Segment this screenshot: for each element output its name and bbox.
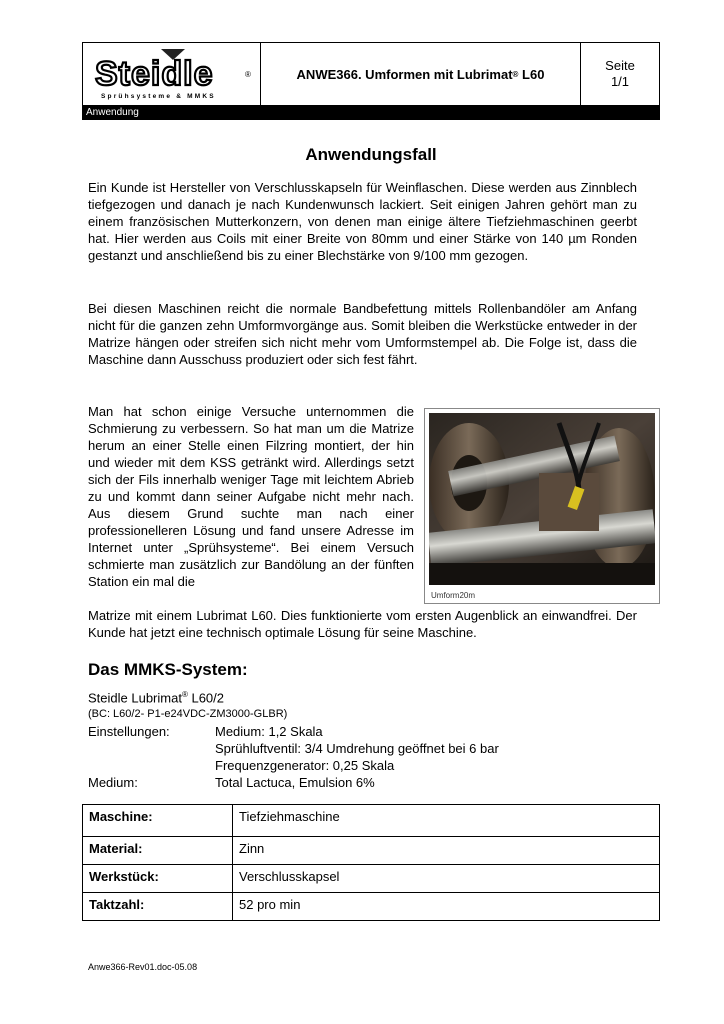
- medium-row: [88, 774, 499, 791]
- product-suffix: L60/2: [187, 690, 225, 706]
- product-line: [88, 686, 499, 706]
- system-title: Das MMKS-System:: [88, 660, 248, 679]
- logo-text: Steidle: [95, 55, 214, 93]
- product-registered: ®: [181, 690, 188, 699]
- photo-caption: Umform20m: [431, 591, 476, 600]
- paragraph-1: Ein Kunde ist Hersteller von Verschlusskapseln für Weinflaschen. Diese werden aus Zinnblech tiefgezogen und danach je nach Kundenwunsch lackiert. Seit einigen Jahren gehört man zu einem französischen Mutterkonzern, von denen man einige ältere Tiefziehmaschinen geerbt hat. Hier werden aus Coils mit einer Breite von 80mm und einer Stärke von 140 µm Ronden gestanzt und anschließend bis zu einer Blechstärke von 9/100 mm gezogen.: [88, 180, 637, 263]
- table-row: [83, 805, 660, 837]
- logo-subtext: Sprühsysteme & MMKS: [101, 93, 216, 100]
- spec-value: 52 pro min: [233, 893, 660, 921]
- setting-spray-valve: Sprühluftventil: 3/4 Umdrehung geöffnet bei 6 bar: [215, 741, 499, 757]
- spec-label: Material:: [83, 837, 233, 865]
- document-title: [261, 43, 581, 105]
- settings-label: Einstellungen:: [88, 724, 170, 740]
- table-row: [83, 837, 660, 865]
- paragraph-2: Bei diesen Maschinen reicht die normale Bandbefettung mittels Rollenbandöler am Anfang nicht für die ganzen zehn Umformvorgänge aus. Somit bleiben die Werkstücke entweder in der Matrize hängen oder streifen sich nicht mehr vom Umformstempel ab. Die Folge ist, dass die Maschine dann Ausschuss produziert oder sich fest fährt.: [88, 301, 637, 367]
- spec-value: Verschlusskapsel: [233, 865, 660, 893]
- page-number: 1/1: [610, 74, 630, 89]
- spec-table: [82, 804, 660, 921]
- spec-label: Taktzahl:: [83, 893, 233, 921]
- spec-label: Maschine:: [83, 805, 233, 837]
- title-prefix: ANWE366. Umformen mit Lubrimat: [296, 66, 513, 82]
- paragraph-3: Man hat schon einige Versuche unternommen die Schmierung zu verbessern. So hat man um die Matrize herum an einer Stelle einen Filzring montiert, der hin und wieder mit dem KSS getränkt wird. Allerdings setzt sich der Fils innerhalb weniger Tage mit leichtem Abrieb zu und kommt dann seiner Aufgabe nicht mehr nach. Aus diesem Grund suchte man nach einer professionelleren Lösung und fand unsere Adresse im Internet unter „Sprühsysteme“. Bei einem Versuch schmierte man zusätzlich zur Bandölung an der fünften Station ein mal die: [88, 404, 414, 589]
- document-header: [82, 42, 660, 106]
- machine-photo-frame: [424, 408, 660, 604]
- settings-row: [88, 723, 499, 774]
- spec-value: Zinn: [233, 837, 660, 865]
- section-bar: Anwendung: [82, 106, 660, 120]
- table-row: [83, 865, 660, 893]
- document-footer: Anwe366-Rev01.doc-05.08: [88, 962, 198, 972]
- setting-medium: Medium: 1,2 Skala: [215, 724, 323, 740]
- settings-values: [215, 723, 499, 774]
- spec-value: Tiefziehmaschine: [233, 805, 660, 837]
- page-heading: Anwendungsfall: [305, 145, 437, 164]
- medium-value: Total Lactuca, Emulsion 6%: [215, 775, 375, 791]
- title-suffix: L60: [518, 66, 545, 82]
- logo-registered: ®: [245, 70, 251, 79]
- steidle-logo: [89, 47, 255, 103]
- product-prefix: Steidle Lubrimat: [88, 690, 182, 706]
- spec-label: Werkstück:: [83, 865, 233, 893]
- medium-label: Medium:: [88, 775, 138, 791]
- system-details: [88, 686, 499, 791]
- page-label: Seite: [605, 58, 635, 73]
- title-registered: ®: [512, 69, 519, 79]
- page-info: [581, 43, 659, 105]
- product-code: (BC: L60/2- P1-e24VDC-ZM3000-GLBR): [88, 708, 288, 721]
- logo-cell: [83, 43, 261, 105]
- table-row: [83, 893, 660, 921]
- paragraph-3-continued: Matrize mit einem Lubrimat L60. Dies funktionierte vom ersten Augenblick an einwandfrei. Der Kunde hat jetzt eine technisch optimale Lösung für seine Maschine.: [88, 608, 637, 640]
- machine-photo: [429, 413, 655, 585]
- setting-frequency: Frequenzgenerator: 0,25 Skala: [215, 758, 395, 774]
